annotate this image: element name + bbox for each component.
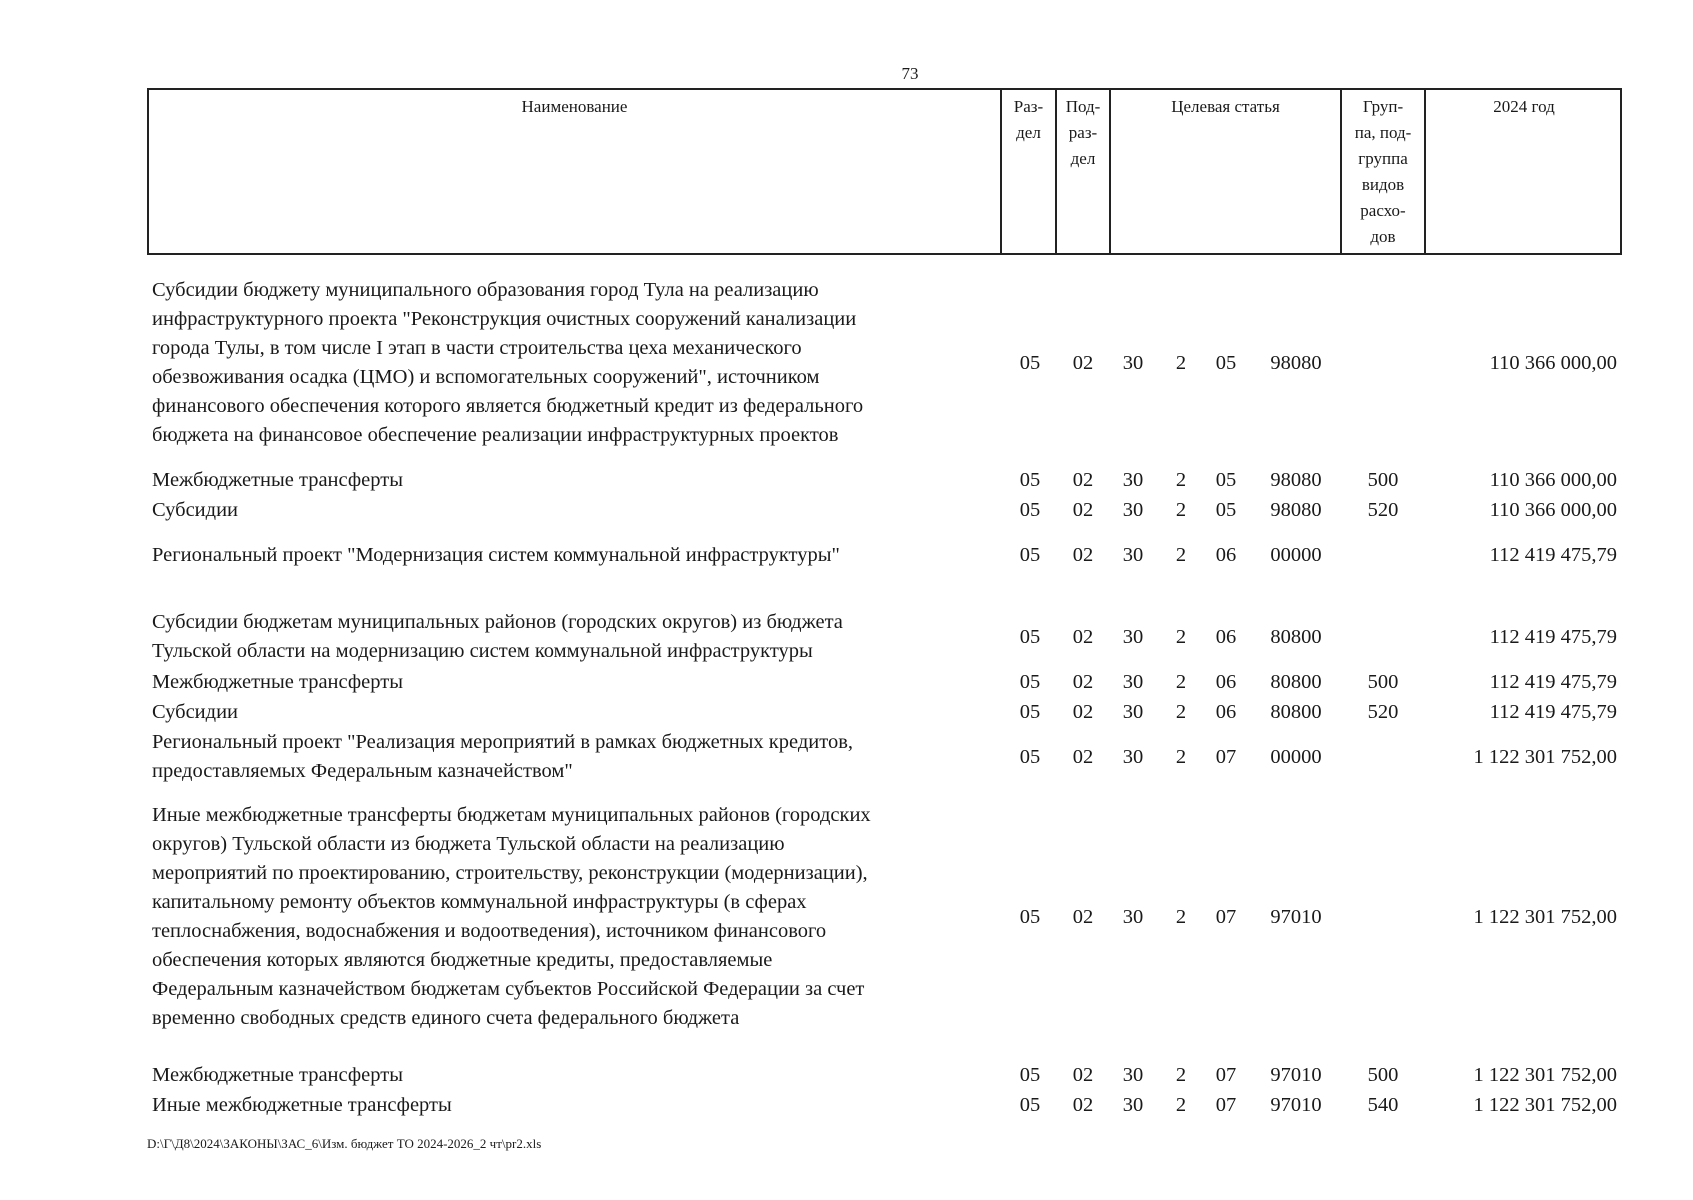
- row-name-line: Субсидии бюджетам муниципальных районов (городских округов) из бюджета: [152, 611, 843, 633]
- header-year: 2024 год: [1424, 90, 1622, 253]
- cell-target-type: 2: [1175, 1094, 1187, 1116]
- cell-target-program: 30: [1122, 544, 1144, 566]
- cell-razdel: 05: [1019, 906, 1041, 928]
- header-group-line: па, под-: [1354, 123, 1412, 142]
- cell-target-subprogram: 06: [1215, 671, 1237, 693]
- row-name: [152, 668, 992, 697]
- cell-target-type: 2: [1175, 499, 1187, 521]
- cell-target-program: 30: [1122, 1064, 1144, 1086]
- cell-razdel: 05: [1019, 352, 1041, 374]
- row-name-line: капитальному ремонту объектов коммунальной инфраструктуры (в сферах: [152, 891, 807, 913]
- cell-amount-2024: 1 122 301 752,00: [1473, 1064, 1617, 1086]
- cell-target-subprogram: 07: [1215, 746, 1237, 768]
- header-group-line: расхо-: [1360, 201, 1406, 220]
- cell-target-type: 2: [1175, 746, 1187, 768]
- row-name-line: Федеральным казначейством бюджетам субъектов Российской Федерации за счет: [152, 978, 865, 1000]
- row-name-line: Региональный проект "Модернизация систем коммунальной инфраструктуры": [152, 544, 840, 566]
- row-name-line: теплоснабжения, водоснабжения и водоотведения), источником финансового: [152, 920, 827, 942]
- row-name-line: Субсидии: [152, 701, 239, 723]
- header-podrazdel-line: дел: [1070, 149, 1096, 168]
- cell-podrazdel: 02: [1072, 1064, 1094, 1086]
- cell-target-direction: 98080: [1270, 469, 1322, 491]
- cell-podrazdel: 02: [1072, 701, 1094, 723]
- cell-expense-group: 500: [1367, 1064, 1399, 1086]
- cell-target-direction: 97010: [1270, 1064, 1322, 1086]
- cell-target-direction: 98080: [1270, 499, 1322, 521]
- cell-target-subprogram: 06: [1215, 544, 1237, 566]
- cell-target-type: 2: [1175, 906, 1187, 928]
- cell-razdel: 05: [1019, 1064, 1041, 1086]
- cell-amount-2024: 110 366 000,00: [1489, 499, 1617, 521]
- cell-amount-2024: 112 419 475,79: [1489, 671, 1617, 693]
- page-number: 73: [901, 64, 919, 83]
- row-name: [152, 466, 992, 495]
- cell-expense-group: 500: [1367, 469, 1399, 491]
- cell-amount-2024: 1 122 301 752,00: [1473, 906, 1617, 928]
- cell-target-subprogram: 06: [1215, 626, 1237, 648]
- header-name: Наименование: [521, 97, 628, 116]
- cell-target-type: 2: [1175, 701, 1187, 723]
- cell-target-program: 30: [1122, 499, 1144, 521]
- row-name: [152, 496, 992, 525]
- cell-target-subprogram: 06: [1215, 701, 1237, 723]
- row-name-line: обеспечения которых являются бюджетные кредиты, предоставляемые: [152, 949, 773, 971]
- row-name-line: бюджета на финансовое обеспечение реализации инфраструктурных проектов: [152, 424, 839, 446]
- cell-target-program: 30: [1122, 626, 1144, 648]
- row-name-line: временно свободных средств единого счета федерального бюджета: [152, 1007, 740, 1029]
- cell-target-subprogram: 05: [1215, 352, 1237, 374]
- cell-razdel: 05: [1019, 701, 1041, 723]
- footer-file-path: D:\Г\Д8\2024\ЗАКОНЫ\ЗАС_6\Изм. бюджет ТО 2024-2026_2 чт\pr2.xls: [147, 1136, 542, 1151]
- cell-target-program: 30: [1122, 746, 1144, 768]
- cell-podrazdel: 02: [1072, 499, 1094, 521]
- cell-target-type: 2: [1175, 469, 1187, 491]
- row-name-line: Межбюджетные трансферты: [152, 469, 403, 491]
- header-group-line: видов: [1361, 175, 1405, 194]
- row-name-line: обезвоживания осадка (ЦМО) и вспомогательных сооружений", источником: [152, 366, 820, 388]
- cell-target-direction: 97010: [1270, 906, 1322, 928]
- cell-podrazdel: 02: [1072, 906, 1094, 928]
- row-name-line: Региональный проект "Реализация мероприятий в рамках бюджетных кредитов,: [152, 731, 853, 753]
- cell-podrazdel: 02: [1072, 544, 1094, 566]
- row-name: [152, 728, 992, 786]
- header-razdel-line: дел: [1016, 123, 1041, 142]
- cell-target-direction: 80800: [1270, 671, 1322, 693]
- cell-target-direction: 80800: [1270, 626, 1322, 648]
- cell-target-subprogram: 07: [1215, 906, 1237, 928]
- cell-target-type: 2: [1175, 1064, 1187, 1086]
- cell-target-type: 2: [1175, 626, 1187, 648]
- cell-target-program: 30: [1122, 352, 1144, 374]
- cell-razdel: 05: [1019, 499, 1041, 521]
- row-name-line: округов) Тульской области из бюджета Тульской области на реализацию: [152, 833, 785, 855]
- row-name-line: Иные межбюджетные трансферты: [152, 1094, 452, 1116]
- row-name-line: Межбюджетные трансферты: [152, 1064, 403, 1086]
- cell-razdel: 05: [1019, 746, 1041, 768]
- header-podrazdel-line: раз-: [1068, 123, 1098, 142]
- cell-target-subprogram: 05: [1215, 469, 1237, 491]
- cell-target-program: 30: [1122, 1094, 1144, 1116]
- row-name-line: Иные межбюджетные трансферты бюджетам муниципальных районов (городских: [152, 804, 871, 826]
- row-name-line: Тульской области на модернизацию систем коммунальной инфраструктуры: [152, 640, 813, 662]
- row-name: [152, 541, 992, 570]
- cell-target-type: 2: [1175, 671, 1187, 693]
- cell-razdel: 05: [1019, 469, 1041, 491]
- header-group-line: Груп-: [1362, 97, 1404, 116]
- cell-amount-2024: 1 122 301 752,00: [1473, 1094, 1617, 1116]
- cell-podrazdel: 02: [1072, 352, 1094, 374]
- cell-target-direction: 80800: [1270, 701, 1322, 723]
- cell-target-type: 2: [1175, 544, 1187, 566]
- cell-target-program: 30: [1122, 671, 1144, 693]
- row-name: [152, 801, 992, 1033]
- row-name: [152, 698, 992, 727]
- cell-podrazdel: 02: [1072, 626, 1094, 648]
- row-name: [152, 1091, 992, 1120]
- row-name-line: предоставляемых Федеральным казначейством": [152, 760, 573, 782]
- cell-razdel: 05: [1019, 1094, 1041, 1116]
- row-name-line: мероприятий по проектированию, строительству, реконструкции (модернизации),: [152, 862, 868, 884]
- cell-razdel: 05: [1019, 544, 1041, 566]
- row-name-line: инфраструктурного проекта "Реконструкция очистных сооружений канализации: [152, 308, 857, 330]
- cell-target-type: 2: [1175, 352, 1187, 374]
- row-name-line: финансового обеспечения которого является бюджетный кредит из федерального: [152, 395, 864, 417]
- cell-target-direction: 97010: [1270, 1094, 1322, 1116]
- cell-podrazdel: 02: [1072, 1094, 1094, 1116]
- cell-amount-2024: 110 366 000,00: [1489, 469, 1617, 491]
- cell-target-direction: 98080: [1270, 352, 1322, 374]
- cell-target-direction: 00000: [1270, 746, 1322, 768]
- cell-amount-2024: 112 419 475,79: [1489, 701, 1617, 723]
- cell-target-program: 30: [1122, 906, 1144, 928]
- cell-expense-group: 500: [1367, 671, 1399, 693]
- cell-expense-group: 520: [1367, 499, 1399, 521]
- header-group-line: группа: [1358, 149, 1408, 168]
- cell-amount-2024: 110 366 000,00: [1489, 352, 1617, 374]
- cell-target-program: 30: [1122, 701, 1144, 723]
- row-name: [152, 1061, 992, 1090]
- cell-podrazdel: 02: [1072, 469, 1094, 491]
- cell-amount-2024: 112 419 475,79: [1489, 626, 1617, 648]
- row-name: [152, 608, 992, 666]
- header-celevaya: Целевая статья: [1109, 90, 1340, 253]
- cell-target-subprogram: 05: [1215, 499, 1237, 521]
- cell-target-direction: 00000: [1270, 544, 1322, 566]
- row-name-line: города Тулы, в том числе I этап в части строительства цеха механического: [152, 337, 802, 359]
- header-podrazdel-line: Под-: [1065, 97, 1101, 116]
- cell-amount-2024: 112 419 475,79: [1489, 544, 1617, 566]
- cell-razdel: 05: [1019, 626, 1041, 648]
- row-name-line: Межбюджетные трансферты: [152, 671, 403, 693]
- header-razdel-line: Раз-: [1013, 97, 1044, 116]
- cell-expense-group: 520: [1367, 701, 1399, 723]
- header-group-line: дов: [1370, 227, 1396, 246]
- row-name-line: Субсидии: [152, 499, 239, 521]
- cell-target-subprogram: 07: [1215, 1064, 1237, 1086]
- row-name: [152, 276, 992, 450]
- cell-expense-group: 540: [1367, 1094, 1399, 1116]
- cell-amount-2024: 1 122 301 752,00: [1473, 746, 1617, 768]
- cell-podrazdel: 02: [1072, 671, 1094, 693]
- cell-target-program: 30: [1122, 469, 1144, 491]
- cell-podrazdel: 02: [1072, 746, 1094, 768]
- cell-razdel: 05: [1019, 671, 1041, 693]
- row-name-line: Субсидии бюджету муниципального образования город Тула на реализацию: [152, 279, 819, 301]
- cell-target-subprogram: 07: [1215, 1094, 1237, 1116]
